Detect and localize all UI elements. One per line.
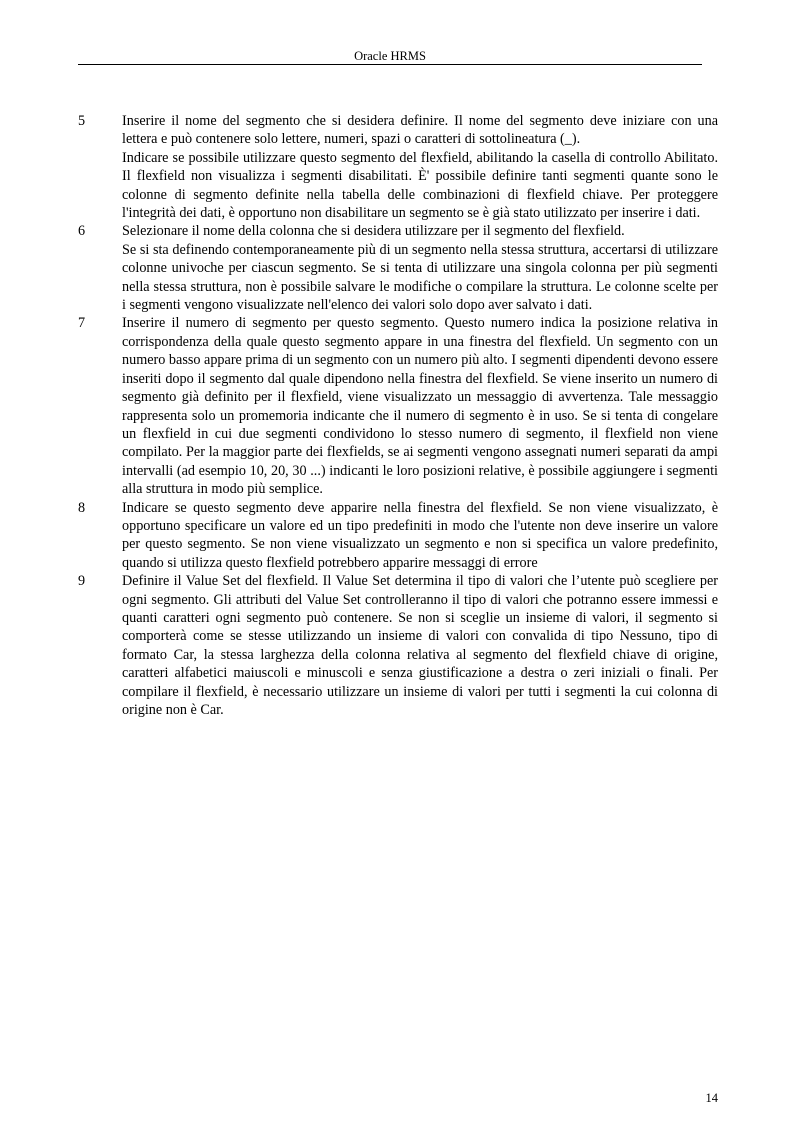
steps-list (78, 112, 718, 719)
step-number: 6 (78, 223, 86, 240)
step-number: 8 (78, 499, 86, 516)
header-rule (78, 64, 702, 65)
step-item (78, 572, 718, 719)
step-number: 5 (78, 113, 86, 129)
step-paragraph: Inserire il numero di segmento per questo segmento. Questo numero indica la posizione relativa in corrispondenza della quale questo segmento appare in una finestra del flexfield. Un segmento con un numero basso appare prima di un segmento con un numero più alto. I segmenti dipendenti devono essere inseriti dopo il segmento dal quale dipendono nella finestra del flexfield. Se viene inserito un numero di segmento già definito per il flexfield, viene visualizzato un messaggio di avvertenza. Tale messaggio rappresenta solo un promemoria indicante che il numero di segmento è in uso. Se si tenta di congelare un flexfield in cui due segmenti condividono lo stesso numero di segmento, il flexfield non viene compilato. Per la maggior parte dei flexfields, se ai segmenti vengono assegnati numeri separati da ampi intervalli (ad esempio 10, 20, 30 ...) indicanti le loro posizioni relative, è possibile aggiungere i segmenti alla struttura in modo più semplice. (122, 315, 718, 498)
step-number: 7 (78, 315, 86, 332)
step-paragraph: Indicare se questo segmento deve apparire nella finestra del flexfield. Se non viene visualizzato, è opportuno specificare un valore ed un tipo predefiniti in modo che l'utente non deve inserire un valore per questo segmento. Se non viene visualizzato un segmento e non si specifica un valore predefinito, quando si utilizza questo flexfield potrebbero apparire messaggi di errore (122, 499, 718, 571)
step-body (122, 572, 718, 719)
step-paragraph: Definire il Value Set del flexfield. Il Value Set determina il tipo di valori che l’utente può scegliere per ogni segmento. Gli attributi del Value Set controlleranno il tipo di valori che potranno essere immessi e quanti caratteri ogni segmento può contenere. Se non si sceglie un insieme di valori, il segmento si comporterà come se stesse utilizzando un insieme di valori con convalida di tipo Nessuno, tipo di formato Car, la stessa larghezza della colonna relativa al segmento del flexfield chiave di origine, caratteri alfabetici maiuscoli e minuscoli e senza giustificazione a destra o zeri iniziali o finali. Per compilare il flexfield, è necessario utilizzare un insieme di valori per tutti i segmenti la cui colonna di origine non è Car. (122, 573, 718, 718)
step-item (78, 222, 718, 314)
page-number: 14 (705, 1091, 718, 1105)
step-body (122, 499, 718, 573)
step-body (122, 314, 718, 498)
step-number: 9 (78, 573, 86, 590)
step-paragraph: Se si sta definendo contemporaneamente più di un segmento nella stessa struttura, accertarsi di utilizzare colonne univoche per ciascun segmento. Se si tenta di utilizzare una singola colonna per più segmenti nella stessa struttura, non è possibile salvare le modifiche o compilare la struttura. Le colonne scelte per i segmenti vengono visualizzate nell'elenco dei valori solo dopo aver salvato i dati. (122, 241, 718, 314)
step-paragraph: Indicare se possibile utilizzare questo segmento del flexfield, abilitando la casella di controllo Abilitato. Il flexfield non visualizza i segmenti disabilitati. È' possibile definire tanti segmenti quante sono le colonne di segmento definite nella tabella delle combinazioni di flexfield chiave. Per proteggere l'integrità dei dati, è opportuno non disabilitare un segmento se è già stato utilizzato per inserire i dati. (122, 149, 718, 222)
step-paragraph: Selezionare il nome della colonna che si desidera utilizzare per il segmento del flexfield. (122, 223, 625, 240)
header-title: Oracle HRMS (354, 49, 426, 63)
step-item (78, 112, 718, 222)
step-item (78, 314, 718, 498)
step-item (78, 499, 718, 573)
step-body (122, 112, 718, 222)
page-header (78, 48, 702, 64)
step-body (122, 222, 718, 314)
step-paragraph: Inserire il nome del segmento che si desidera definire. Il nome del segmento deve iniziare con una lettera e può contenere solo lettere, numeri, spazi o caratteri di sottolineatura (_). (122, 113, 718, 148)
